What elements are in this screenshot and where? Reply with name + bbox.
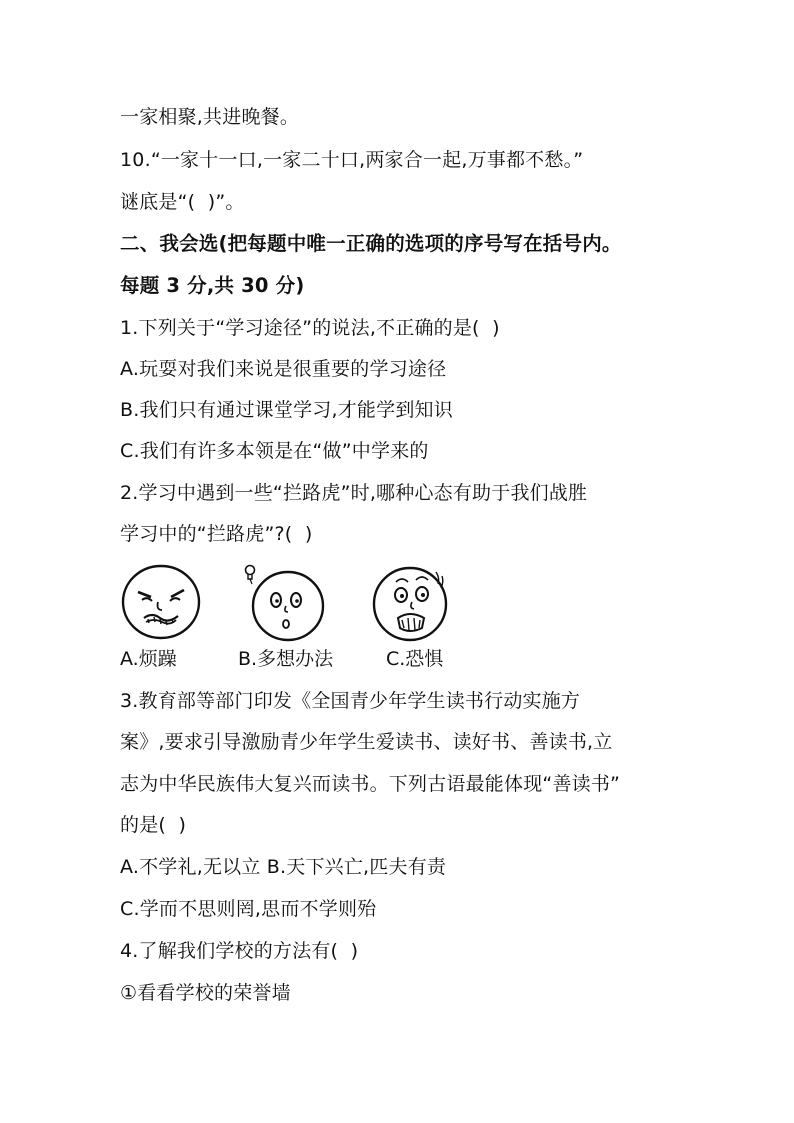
question-10-line-1: 10.“一家十一口,一家二十口,两家合一起,万事都不愁。” [120, 149, 584, 171]
question-3-stem-line-1: 3.教育部等部门印发《全国青少年学生读书行动实施方 [120, 690, 581, 712]
question-3-option-c: C.学而不思则罔,思而不学则殆 [120, 898, 377, 920]
question-2-option-c: C.恐惧 [386, 648, 444, 670]
question-4-item-1: ①看看学校的荣誉墙 [120, 982, 291, 1004]
question-3-stem-line-3: 志为中华民族伟大复兴而读书。下列古语最能体现“善读书” [120, 773, 621, 795]
question-1-option-b: B.我们只有通过课堂学习,才能学到知识 [120, 399, 453, 421]
text-line-1: 一家相聚,共进晚餐。 [120, 106, 300, 128]
question-2-stem-line-2: 学习中的“拦路虎”?( ) [120, 523, 313, 545]
question-2-option-a: A.烦躁 [120, 648, 177, 670]
thinking-face-icon [236, 562, 328, 644]
question-3-stem-line-2: 案》,要求引导激励青少年学生爱读书、读好书、善读书,立 [120, 731, 613, 753]
question-1-option-c: C.我们有许多本领是在“做”中学来的 [120, 440, 429, 462]
question-3-stem-line-4: 的是( ) [120, 814, 187, 836]
irritated-face-icon [118, 562, 204, 642]
question-2-option-b: B.多想办法 [238, 648, 334, 670]
frightened-face-icon [368, 562, 454, 644]
section-two-heading-cont: 每题 3 分,共 30 分) [120, 274, 305, 297]
question-4-stem: 4.了解我们学校的方法有( ) [120, 940, 359, 962]
question-1-option-a: A.玩耍对我们来说是很重要的学习途径 [120, 358, 447, 380]
question-3-options-ab: A.不学礼,无以立 B.天下兴亡,匹夫有责 [120, 856, 447, 878]
question-2-stem-line-1: 2.学习中遇到一些“拦路虎”时,哪种心态有助于我们战胜 [120, 482, 588, 504]
section-two-heading: 二、我会选(把每题中唯一正确的选项的序号写在括号内。 [120, 232, 622, 255]
question-1-stem: 1.下列关于“学习途径”的说法,不正确的是( ) [120, 317, 500, 339]
question-10-line-2: 谜底是“( )”。 [120, 191, 245, 213]
